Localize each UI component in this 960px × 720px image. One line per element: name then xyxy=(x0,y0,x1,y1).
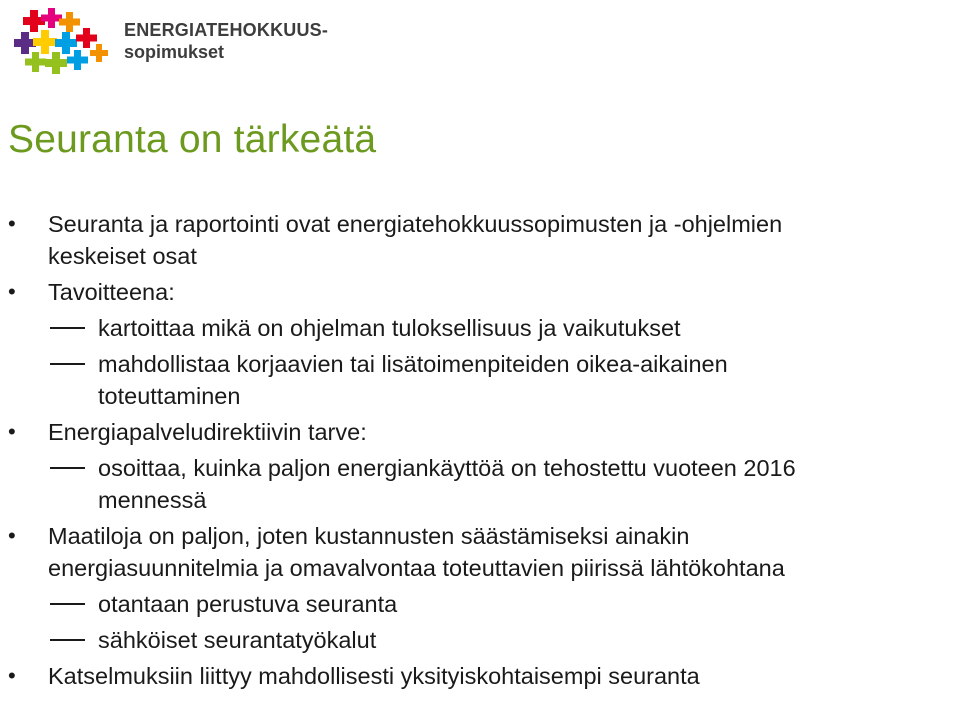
logo-line-2: sopimukset xyxy=(124,42,225,62)
bullet-text-line xyxy=(0,208,960,240)
slide-title: Seuranta on tärkeätä xyxy=(8,118,377,161)
logo-wordmark xyxy=(124,19,328,63)
bullet-text: Tavoitteena: xyxy=(48,279,175,305)
bullet-text: Energiapalveludirektiivin tarve: xyxy=(48,419,367,445)
bullet-marker: • xyxy=(8,419,16,444)
bullet-text-line xyxy=(0,520,960,552)
bullet-text: mennessä xyxy=(98,487,207,513)
bullet-text: Maatiloja on paljon, joten kustannusten säästämiseksi ainakin xyxy=(48,523,690,549)
sub-bullet-item xyxy=(0,624,960,656)
dash-marker xyxy=(50,639,85,641)
bullet-text-line xyxy=(0,380,960,412)
bullet-marker: • xyxy=(8,279,16,304)
bullet-text-line xyxy=(0,588,960,620)
bullet-text: mahdollistaa korjaavien tai lisätoimenpiteiden oikea-aikainen xyxy=(98,351,728,377)
brand-logo xyxy=(14,6,328,76)
bullet-item xyxy=(0,660,960,692)
bullet-text: toteuttaminen xyxy=(98,383,241,409)
bullet-text-line xyxy=(0,552,960,584)
bullet-item xyxy=(0,276,960,308)
bullet-marker: • xyxy=(8,211,16,236)
bullet-text-line xyxy=(0,624,960,656)
bullet-text: energiasuunnitelmia ja omavalvontaa toteuttavien piirissä lähtökohtana xyxy=(48,555,785,581)
bullet-text: keskeiset osat xyxy=(48,243,197,269)
dash-marker xyxy=(50,603,85,605)
colorful-plus-cluster-icon xyxy=(14,6,116,76)
bullet-text: sähköiset seurantatyökalut xyxy=(98,627,377,653)
bullet-text: Seuranta ja raportointi ovat energiatehokkuussopimusten ja -ohjelmien xyxy=(48,211,783,237)
bullet-text-line xyxy=(0,276,960,308)
bullet-marker: • xyxy=(8,523,16,548)
bullet-text-line xyxy=(0,484,960,516)
bullet-text: Katselmuksiin liittyy mahdollisesti yksityiskohtaisempi seuranta xyxy=(48,663,700,689)
sub-bullet-item xyxy=(0,312,960,344)
bullet-text: osoittaa, kuinka paljon energiankäyttöä on tehostettu vuoteen 2016 xyxy=(98,455,796,481)
bullet-text-line xyxy=(0,660,960,692)
bullet-text-line xyxy=(0,312,960,344)
sub-bullet-item xyxy=(0,452,960,516)
logo-line-1: ENERGIATEHOKKUUS- xyxy=(124,20,329,40)
bullet-text-line xyxy=(0,240,960,272)
dash-marker xyxy=(50,327,85,329)
bullet-text-line xyxy=(0,348,960,380)
bullet-item xyxy=(0,520,960,584)
bullet-text-line xyxy=(0,416,960,448)
dash-marker xyxy=(50,467,85,469)
sub-bullet-item xyxy=(0,348,960,412)
bullet-text: kartoittaa mikä on ohjelman tuloksellisuus ja vaikutukset xyxy=(98,315,681,341)
bullet-marker: • xyxy=(8,663,16,688)
bullet-item xyxy=(0,208,960,272)
bullet-item xyxy=(0,416,960,448)
bullet-text: otantaan perustuva seuranta xyxy=(98,591,398,617)
bullet-text-line xyxy=(0,452,960,484)
sub-bullet-item xyxy=(0,588,960,620)
dash-marker xyxy=(50,363,85,365)
bullet-list xyxy=(0,208,960,692)
